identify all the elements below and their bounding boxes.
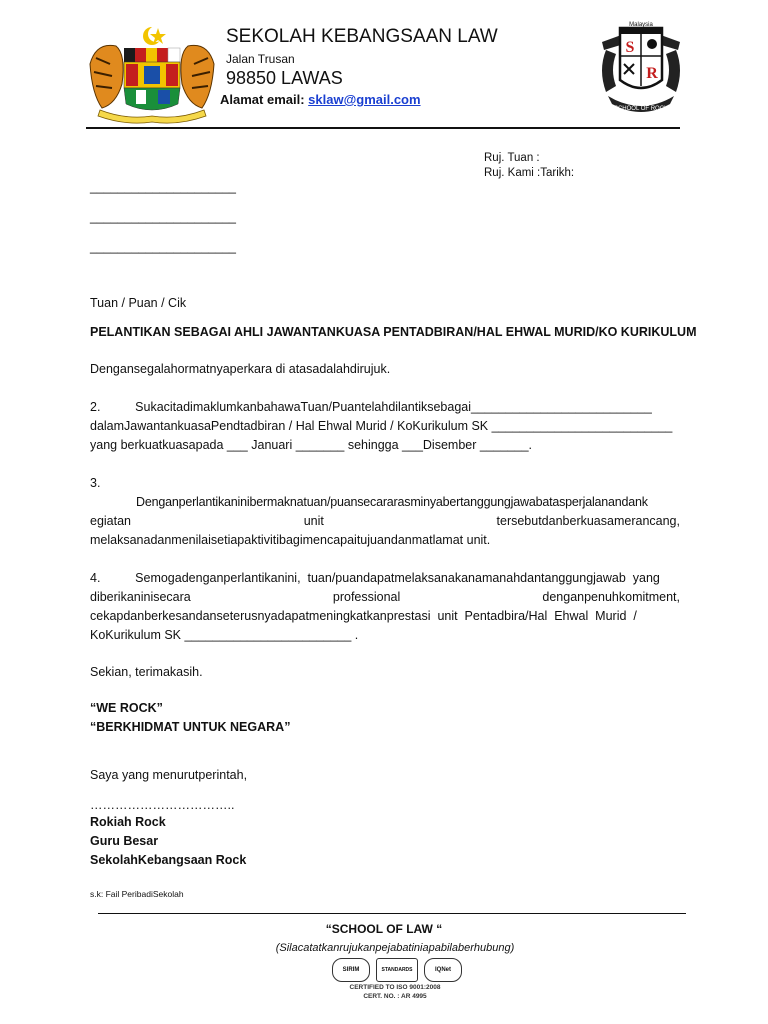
certification-badges <box>332 958 462 984</box>
signoff: Saya yang menurutperintah, <box>90 768 248 782</box>
signer-title: Guru Besar <box>90 834 159 848</box>
motto-we-rock: “WE ROCK” <box>90 701 163 715</box>
standards-badge-label: STANDARDS <box>381 967 413 973</box>
paragraph-3-word-b: unit <box>303 514 324 528</box>
closing-text: Sekian, terimakasih. <box>90 665 203 679</box>
iqnet-badge-icon <box>424 958 462 982</box>
email-label: Alamat email: <box>220 92 305 107</box>
paragraph-3-line-3: melaksanadanmenilaisetiapaktivitibagimencapaitujuandanmatlamat unit. <box>90 533 491 547</box>
header-divider <box>86 127 680 129</box>
street-address: Jalan Trusan <box>226 52 295 66</box>
sk-note: s.k: Fail PeribadiSekolah <box>90 889 184 899</box>
school-name: SEKOLAH KEBANGSAAN LAW <box>226 26 498 47</box>
paragraph-2-line-3: yang berkuatkuasapada ___ Januari _______ sehingga ___Disember _______. <box>90 438 533 452</box>
paragraph-3-line-1: Denganperlantikaninibermaknatuan/puansecararasminyabertanggungjawabatasperjalanandank <box>136 495 648 509</box>
footer-title: “SCHOOL OF LAW “ <box>325 922 443 936</box>
salutation: Tuan / Puan / Cik <box>90 296 187 310</box>
address-line-2: _____________________ <box>90 210 236 224</box>
paragraph-4-word-b: professional <box>332 590 401 604</box>
motto-berkhidmat: “BERKHIDMAT UNTUK NEGARA” <box>90 720 291 734</box>
address-line-1: _____________________ <box>90 180 236 194</box>
postcode-city: 98850 LAWAS <box>226 68 343 88</box>
school-of-rock-logo <box>598 20 684 116</box>
footer-divider <box>98 913 686 914</box>
footer-note: (Silacatatkanrujukanpejabatiniapabilaberhubung) <box>275 942 515 954</box>
paragraph-3-number: 3. <box>90 476 101 490</box>
paragraph-4-line-1: 4. Semogadenganperlantikanini, tuan/puandapatmelaksanakanamanahdantanggungjawab yang <box>90 571 660 585</box>
paragraph-1: Dengansegalahormatnyaperkara di atasadalahdirujuk. <box>90 362 391 376</box>
iqnet-badge-label: IQNet <box>434 967 451 973</box>
sirim-badge-label: SIRIM <box>342 967 360 973</box>
email-link[interactable]: sklaw@gmail.com <box>308 92 421 107</box>
logo-letter-r: R <box>646 65 658 82</box>
coat-of-arms-logo <box>86 24 218 124</box>
paragraph-4-word-a: diberikaninisecara <box>90 590 191 604</box>
cert-number: CERT. NO. : AR 4995 <box>363 993 427 1000</box>
email-line <box>220 92 421 107</box>
standards-badge-icon <box>376 958 418 982</box>
paragraph-4-line-3: cekapdanberkesandanseterusnyadapatmeningkatkanprestasi unit Pentadbira/Hal Ehwal Murid / <box>90 609 637 623</box>
paragraph-4-line-2 <box>90 590 680 604</box>
paragraph-2-line-1: 2. SukacitadimaklumkanbahawaTuan/Puantelahdilantiksebagai__________________________ <box>90 400 652 414</box>
certified-text: CERTIFIED TO ISO 9001:2008 <box>349 984 441 991</box>
signer-name: Rokiah Rock <box>90 815 166 829</box>
paragraph-4-line-4: KoKurikulum SK ________________________ . <box>90 628 359 642</box>
signature-line: …………………………….. <box>90 798 235 812</box>
logo-bottom-text: SCHOOL OF ROCK <box>613 106 669 112</box>
logo-top-text: Malaysia <box>629 22 653 28</box>
address-line-3: _____________________ <box>90 240 236 254</box>
paragraph-2-line-2: dalamJawantankuasaPendtadbiran / Hal Ehwal Murid / KoKurikulum SK __________________________ <box>90 419 673 433</box>
sirim-badge-icon <box>332 958 370 982</box>
ref-tuan: Ruj. Tuan : <box>484 152 540 164</box>
signer-school: SekolahKebangsaan Rock <box>90 853 247 867</box>
logo-letter-s: S <box>625 39 635 56</box>
paragraph-3-word-a: egiatan <box>90 514 132 528</box>
paragraph-3-line-2 <box>90 514 680 528</box>
subject-line: PELANTIKAN SEBAGAI AHLI JAWANTANKUASA PENTADBIRAN/HAL EHWAL MURID/KO KURIKULUM <box>90 325 697 339</box>
paragraph-3-word-c: tersebutdanberkuasamerancang, <box>496 514 680 528</box>
paragraph-4-word-c: denganpenuhkomitment, <box>542 590 680 604</box>
ref-kami-date: Ruj. Kami :Tarikh: <box>484 167 575 179</box>
